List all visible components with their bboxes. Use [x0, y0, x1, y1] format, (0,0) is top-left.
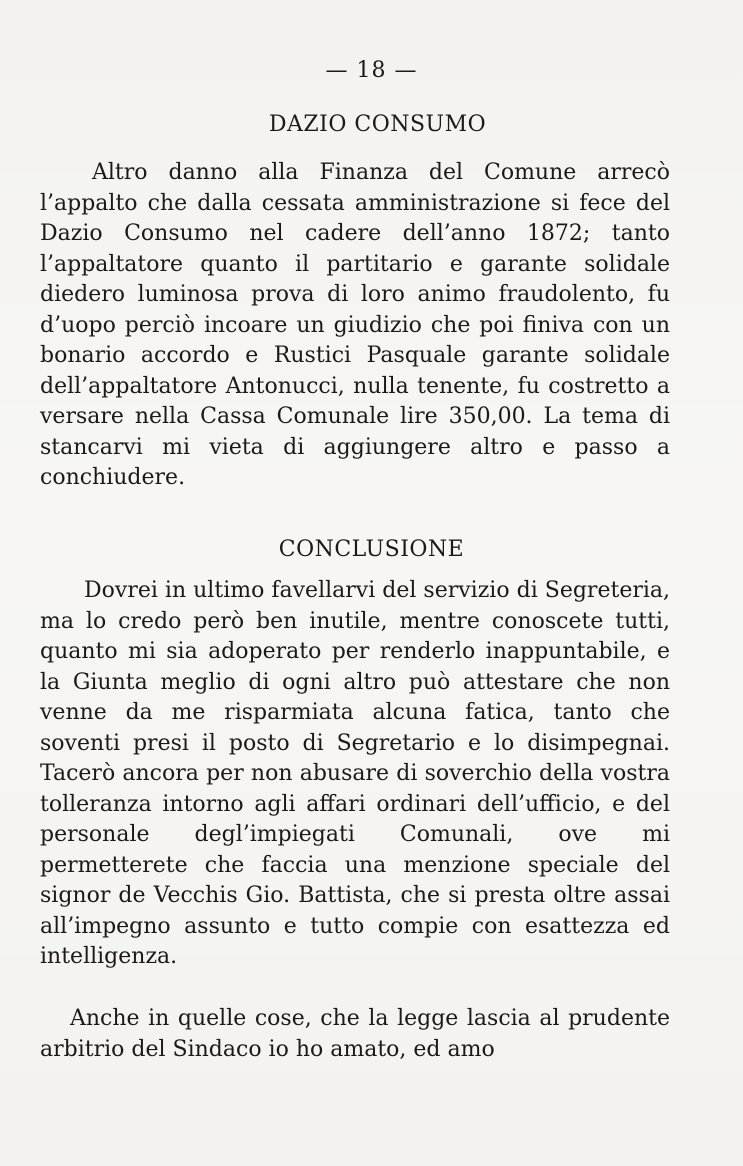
paragraph-conclusione-1: Dovrei in ultimo favellarvi del servizio di Segreteria, ma lo credo però ben inutile, mentre conoscete tutti, quanto mi sia adoperato per renderlo inappuntabile, e la Giunta meglio di ogni altro può attestare che non venne da me risparmiata alcuna fatica, tanto che soventi presi il posto di Segretario e lo disimpegnai. Tacerò ancora per non abusare di soverchio della vostra tolleranza intorno agli affari ordinari dell’ufficio, e del personale degl’impiegati Comunali, ove mi permetterete che faccia una menzione speciale del signor de Vecchis Gio. Battista, che si presta oltre assai all’impegno assunto e tutto compie con esattezza ed intelligenza. — [40, 578, 670, 969]
section-heading-dazio-consumo: DAZIO CONSUMO — [268, 112, 487, 137]
paragraph-dazio-consumo: Altro danno alla Finanza del Comune arrecò l’appalto che dalla cessata amministrazione si fece del Dazio Consumo nel cadere dell’anno 1872; tanto l’appaltatore quanto il partitario e garante solidale diedero luminosa prova di loro animo fraudolento, fu d’uopo perciò incoare un giudizio che poi finiva con un bonario accordo e Rustici Pasquale garante solidale dell’appaltatore Antonucci, nulla tenente, fu costretto a versare nella Cassa Comunale lire 350,00. La tema di stancarvi mi vieta di aggiungere altro e passo a conchiudere. — [40, 160, 670, 490]
paragraph-conclusione-2: Anche in quelle cose, che la legge lascia al prudente arbitrio del Sindaco io ho amato, ed amo — [40, 1006, 670, 1062]
page-number: — 18 — — [325, 58, 418, 83]
section-heading-conclusione: CONCLUSIONE — [278, 537, 465, 562]
